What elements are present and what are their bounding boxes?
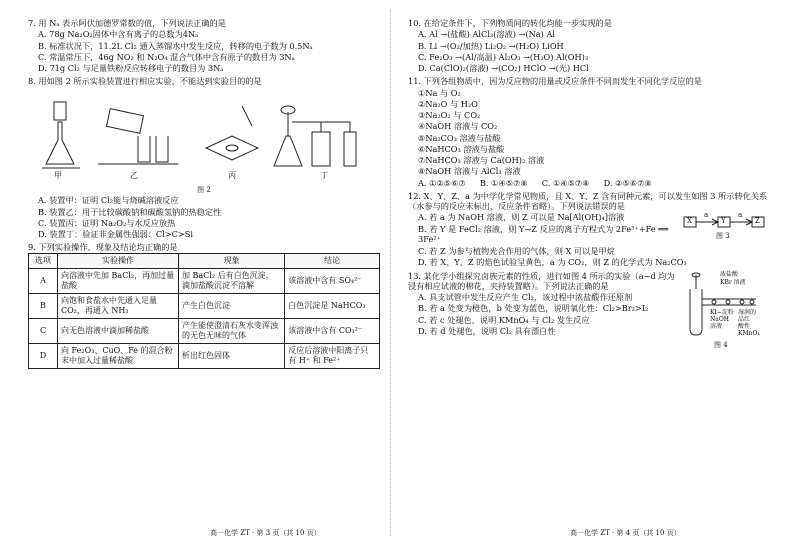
- right-page: [408, 18, 768, 356]
- fig4-label: 湿润的: [738, 308, 757, 316]
- table-cell: 向饱和食盐水中先通入足量 CO₂，再通入 NH₃: [58, 293, 179, 318]
- q7-option-c: C. 常温常压下，46g NO₂ 和 N₂O₄ 混合气体中含有原子的数目为 3Nₐ: [38, 51, 295, 62]
- q7-option-b: B. 标准状况下，11.2L Cl₂ 通入蒸馏水中发生反应，转移的电子数为 0.5Nₐ: [38, 40, 313, 51]
- table-header-row: [29, 253, 380, 268]
- figure-2: [28, 92, 380, 184]
- table-cell: C: [29, 318, 58, 343]
- table-row: [29, 268, 380, 293]
- fig3-node-x: X: [687, 217, 692, 226]
- q11-choice-d: D. ②⑤⑥⑦⑧: [603, 177, 652, 188]
- q8-option-a: A. 装置甲：证明 Cl₂能与烧碱溶液反应: [38, 195, 179, 206]
- table-cell: 白色沉淀是 NaHCO₃: [285, 293, 380, 318]
- fig4-label: 酸性: [738, 322, 751, 330]
- table-cell: 向 Fe₂O₃、CuO、Fe 的混合粉末中加入过量稀盐酸: [58, 343, 179, 368]
- fig3-caption: 图 3: [716, 232, 730, 241]
- table-row: [29, 343, 380, 368]
- q11-choice-c: C. ①④⑤⑦⑧: [541, 177, 590, 188]
- table-header: 结论: [285, 253, 380, 268]
- q13-option-c: C. 若 c 处褪色，说明 KMnO₄ 与 Cl₂ 发生反应: [418, 314, 590, 325]
- table-cell: 析出红色固体: [178, 343, 284, 368]
- q7-option-a: A. 78g Na₂O₂固体中含有离子的总数为4Nₐ: [38, 29, 199, 40]
- question-9: [28, 242, 380, 368]
- q8-option-c: C. 装置丙：证明 Na₂O₂与水反应放热: [38, 217, 176, 228]
- table-header: 选项: [29, 253, 58, 268]
- q10-stem: 10. 在给定条件下，下列物质间的转化均能一步实现的是: [408, 18, 612, 28]
- table-row: [29, 318, 380, 343]
- q10-option-a: A. Al →(盐酸) AlCl₃(溶液) →(Na) Al: [418, 29, 555, 40]
- q10-option-b: B. Li →(O₂/加热) Li₂O₂ →(H₂O) LiOH: [418, 40, 564, 51]
- fig4-label: KMnO₄: [738, 329, 760, 337]
- question-13: [408, 271, 768, 353]
- table-cell: A: [29, 268, 58, 293]
- fig2-caption: 图 2: [197, 185, 211, 194]
- table-row: [29, 293, 380, 318]
- q13-option-a: A. 具支试管中发生反应产生 Cl₂，该过程中浓盐酸作还原剂: [418, 292, 633, 302]
- table-cell: 向无色溶液中滴加稀盐酸: [58, 318, 179, 343]
- q8-stem: 8. 用如图 2 所示实验装置进行相应实验，不能达到实验目的的是: [28, 76, 262, 87]
- right-footer: 高一化学 ZT · 第 4 页（共 10 页）: [570, 529, 681, 538]
- q11-item: ⑥NaHCO₃ 溶液与盐酸: [418, 143, 505, 154]
- question-12: [408, 191, 768, 268]
- q11-item: ⑤Na₂CO₃ 溶液与盐酸: [418, 132, 501, 143]
- fig2-label-bing: 丙: [228, 169, 237, 180]
- table-cell: D: [29, 343, 58, 368]
- question-8: [28, 76, 380, 239]
- table-cell: 该溶液中含有 CO₃²⁻: [285, 318, 380, 343]
- table-cell: 产生白色沉淀: [178, 293, 284, 318]
- q12-option-a: A. 若 a 为 NaOH 溶液，则 Z 可以是 Na[Al(OH)₄]溶液: [418, 212, 625, 223]
- question-7: [28, 18, 380, 73]
- page-divider: [390, 10, 391, 536]
- q11-item: ②Na₂O 与 H₂O: [418, 98, 478, 109]
- fig2-label-ding: 丁: [320, 169, 329, 180]
- q9-stem: 9. 下列实验操作、现象及结论均正确的是: [28, 242, 178, 253]
- q10-option-c: C. Fe₂O₃ →(Al/高温) Al₂O₃ →(H₂O) Al(OH)₃: [418, 51, 589, 62]
- q13-option-b: B. 若 a 处变为橙色，b 处变为蓝色，说明氧化性：Cl₂>Br₂>I₂: [418, 303, 649, 314]
- fig3-node-y: Y: [721, 217, 726, 226]
- q11-choice-b: B. ①④⑤⑦⑧: [479, 177, 528, 188]
- q11-item: ⑦NaHCO₃ 溶液与 Ca(OH)₂ 溶液: [418, 155, 545, 165]
- fig3-reagent-a: a: [738, 211, 743, 220]
- fig2-label-yi: 乙: [130, 169, 139, 180]
- fig3-node-z: Z: [755, 217, 760, 226]
- figure-3: [682, 211, 768, 241]
- table-cell: 反应后溶液中阳离子只有 H⁺ 和 Fe²⁺: [285, 343, 380, 368]
- fig4-label: KBr 溶液: [720, 278, 746, 286]
- fig4-label: 浓盐酸: [720, 270, 739, 278]
- question-10: [408, 18, 768, 73]
- apparatus-diagram: [28, 92, 368, 184]
- q8-option-b: B. 装置乙：用于比较碳酸钠和碳酸氢钠的热稳定性: [38, 206, 222, 217]
- fig4-caption: 图 4: [714, 340, 728, 349]
- q11-stem: 11. 下列各组物质中，因为反应物的用量或反应条件不同而发生不同化学反应的是: [408, 76, 702, 87]
- table-cell: 加 BaCl₂ 后有白色沉淀，滴加盐酸沉淀不溶解: [178, 268, 284, 293]
- q11-item: ①Na 与 O₂: [418, 87, 461, 98]
- table-cell: 产生能使澄清石灰水变浑浊的无色无味的气体: [178, 318, 284, 343]
- q12-stem: 12. X、Y、Z、a 为中学化学常见物质，且 X、Y、Z 含有同种元素，可以发生如图 3 所示转化关系（水参与的反应未标出，反应条件省略）。下列说法错误的是: [408, 190, 768, 211]
- table-cell: B: [29, 293, 58, 318]
- q13-stem: 13. 某化学小组探究卤族元素的性质，进行如图 4 所示的实验（a~d 均为浸有相应试液的棉花，夹持装置略）。下列说法正确的是: [408, 270, 675, 291]
- fig4-label: 品红: [738, 315, 751, 323]
- q13-option-d: D. 若 d 处褪色，说明 Cl₂ 具有漂白性: [418, 325, 556, 336]
- q12-option-b: B. 若 Y 是 FeCl₂ 溶液，则 Y→Z 反应的离子方程式为 2Fe³⁺+Fe ══ 3Fe²⁺: [418, 223, 669, 244]
- q10-option-d: D. Ca(ClO)₂(溶液) →(CO₂) HClO →(光) HCl: [418, 63, 589, 73]
- table-cell: 该溶液中含有 SO₄²⁻: [285, 268, 380, 293]
- q11-item: ③Na₂O₂ 与 CO₂: [418, 110, 481, 120]
- q7-stem: 7. 用 Nₐ 表示阿伏加德罗常数的值，下列说法正确的是: [28, 18, 226, 28]
- fig4-label: 溶液: [710, 322, 723, 330]
- q12-option-d: D. 若 X、Y、Z 的焰色试验呈黄色，a 为 CO₂，则 Z 的化学式为 Na₂CO₃: [418, 257, 687, 268]
- q11-choices: [418, 178, 768, 188]
- q11-item: ⑧NaOH 溶液与 AlCl₃ 溶液: [418, 166, 521, 177]
- q11-item: ④NaOH 溶液与 CO₂: [418, 121, 498, 132]
- q8-option-d: D. 装置丁：验证非金属性强弱：Cl>C>Si: [38, 229, 194, 239]
- left-page: [28, 18, 380, 372]
- fig4-label: NaOH: [710, 315, 729, 323]
- table-header: 现象: [178, 253, 284, 268]
- q7-option-d: D. 71g Cl₂ 与足量铁粉反应转移电子的数目为 3Nₐ: [38, 63, 224, 73]
- left-footer: 高一化学 ZT · 第 3 页（共 10 页）: [210, 529, 321, 538]
- question-11: [408, 76, 768, 188]
- table-cell: 向溶液中先加 BaCl₂，再加过量盐酸: [58, 268, 179, 293]
- fig3-reagent-a: a: [704, 211, 709, 220]
- q12-option-c: C. 若 Z 为参与植物光合作用的气体，则 X 可以是甲烷: [418, 246, 615, 256]
- q11-choice-a: A. ①②⑤⑥⑦: [418, 177, 466, 188]
- figure-4: [680, 271, 768, 353]
- table-header: 实验操作: [58, 253, 179, 268]
- fig4-label: KI−淀粉: [710, 308, 734, 316]
- q9-table: [28, 253, 380, 369]
- fig2-label-jia: 甲: [54, 169, 63, 180]
